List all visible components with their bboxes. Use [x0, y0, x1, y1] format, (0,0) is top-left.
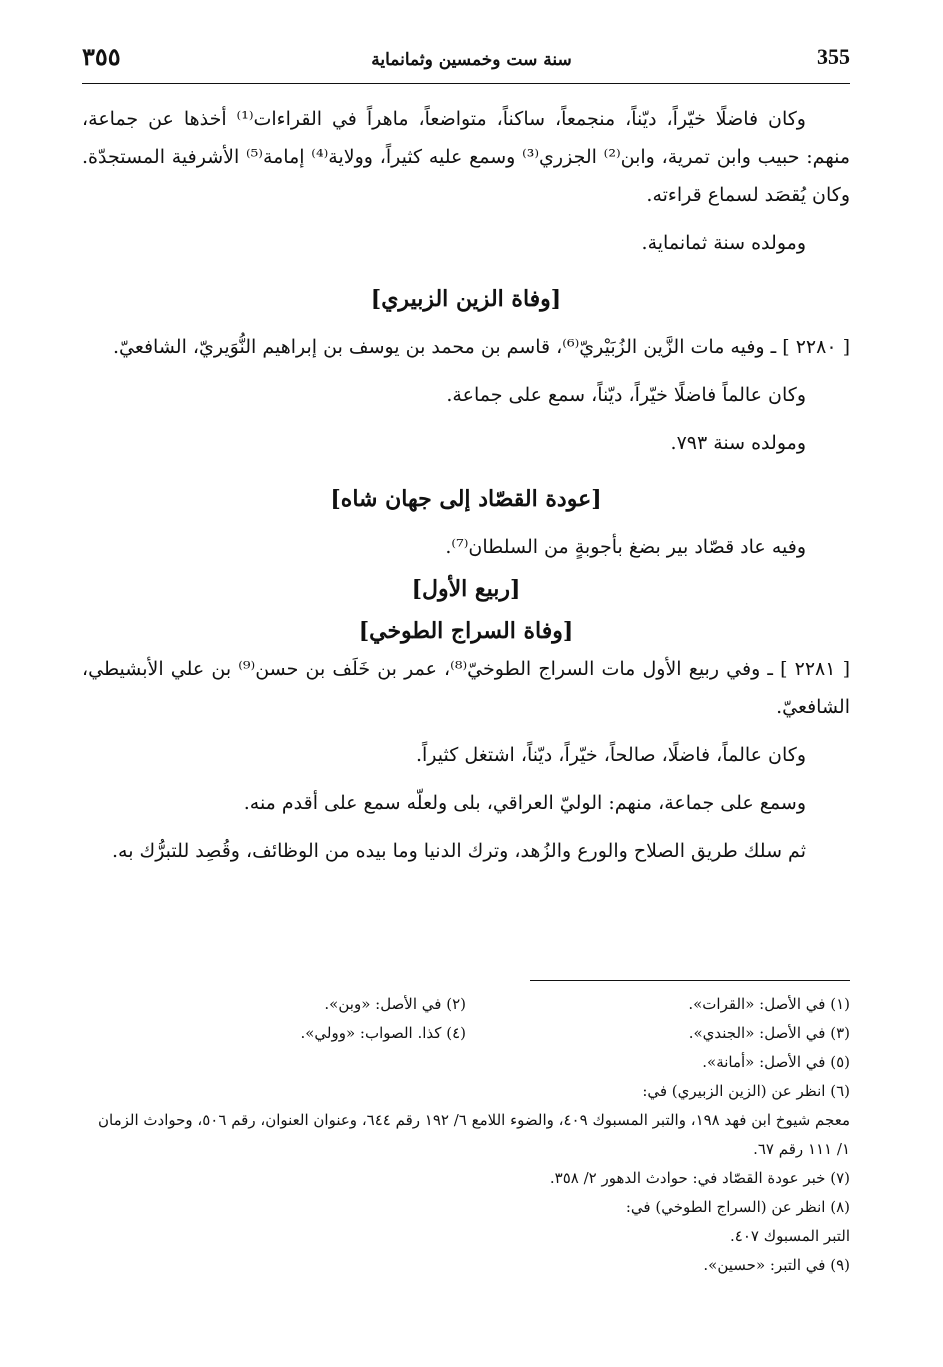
section-heading: [وفاة السراج الطوخي] — [358, 618, 574, 644]
paragraph: وسمع على جماعة، منهم: الوليّ العراقي، بلى ولعلّه سمع على أقدم منه. — [243, 792, 806, 814]
footnote: (١) في الأصل: «القرات». — [688, 995, 850, 1013]
entry-paragraph: [ ٢٢٨٠ ] ـ وفيه مات الزَّين الزُبَيْريّ⁽⁶⁾، قاسم بن محمد بن يوسف بن إبراهيم النُّوَيريّ، الشافعيّ. — [112, 336, 850, 358]
footnote-text: معجم شيوخ ابن فهد ١٩٨، والتبر المسبوك ٤٠٩، والضوء اللامع ٦/ ١٩٢ رقم ٦٤٤، وعنوان العنوان، رقم ٥٠٦، وحوادث الزمان ١/ ١١١ رقم ٦٧. — [98, 1111, 850, 1158]
paragraph: وكان عالماً فاضلًا خيّراً، ديّناً، سمع على جماعة. — [446, 384, 806, 406]
footnotes — [82, 990, 850, 1280]
footnote: (٧) خبر عودة القصّاد في: حوادث الدهور ٢/ ٣٥٨. — [549, 1169, 850, 1187]
page-number-latin: 355 — [817, 44, 850, 69]
paragraph: وفيه عاد قصّاد بير بضغ بأجوبةٍ من السلطان⁽⁷⁾. — [445, 536, 806, 558]
running-header: سنة ست وخمسين وثمانماية — [371, 50, 572, 70]
paragraph: ومولده سنة ثمانماية. — [641, 232, 806, 254]
footnote-rule — [530, 980, 850, 981]
footnote: (٢) في الأصل: «وبن». — [324, 995, 466, 1013]
header-rule — [82, 83, 850, 84]
footnote: (٣) في الأصل: «الجندي». — [688, 1024, 850, 1042]
footnote: (٩) في التبر: «حسين». — [703, 1256, 850, 1274]
paragraph: ثم سلك طريق الصلاح والورع والزُهد، وترك الدنيا وما بيده من الوظائف، وقُصِد للتبرُّك به. — [111, 840, 806, 862]
paragraph: وكان عالماً، فاضلًا، صالحاً، خيّراً، ديّناً، اشتغل كثيراً. — [415, 744, 806, 766]
paragraph: ومولده سنة ٧٩٣. — [670, 432, 806, 454]
footnote: (٥) في الأصل: «أمانة». — [702, 1053, 850, 1071]
footnote: (٦) انظر عن (الزين الزبيري) في: — [642, 1082, 850, 1100]
footnote-text: التبر المسبوك ٤٠٧. — [730, 1227, 850, 1245]
paragraph: وكان فاضلًا خيّراً، ديّناً، منجمعاً، ساكناً، متواضعاً، ماهراً في القراءات⁽¹⁾ أخذها عن جماعة، منهم: حبيب وابن تمرية، وابن⁽²⁾ الجزري⁽³⁾ وسمع عليه كثيراً، وولاية⁽⁴⁾ إمامة⁽⁵⁾ الأشرفية المستجدّة. وكان يُقصَد لسماع قراءته. — [82, 108, 850, 206]
section-heading: [وفاة الزين الزبيري] — [370, 286, 562, 312]
entry-paragraph: [ ٢٢٨١ ] ـ وفي ربيع الأول مات السراج الطوخيّ⁽⁸⁾، عمر بن خَلَف بن حسن⁽⁹⁾ بن علي الأبشيطي، الشافعيّ. — [82, 658, 850, 718]
footnote: (٤) كذا. الصواب: «وولي». — [300, 1024, 466, 1042]
main-text — [82, 100, 850, 870]
page-number-arabic: ٣٥٥ — [82, 42, 121, 71]
section-heading: [عودة القصّاد إلى جهان شاه] — [330, 486, 602, 512]
section-heading: [ربيع الأول] — [411, 576, 521, 602]
footnote: (٨) انظر عن (السراج الطوخي) في: — [625, 1198, 850, 1216]
